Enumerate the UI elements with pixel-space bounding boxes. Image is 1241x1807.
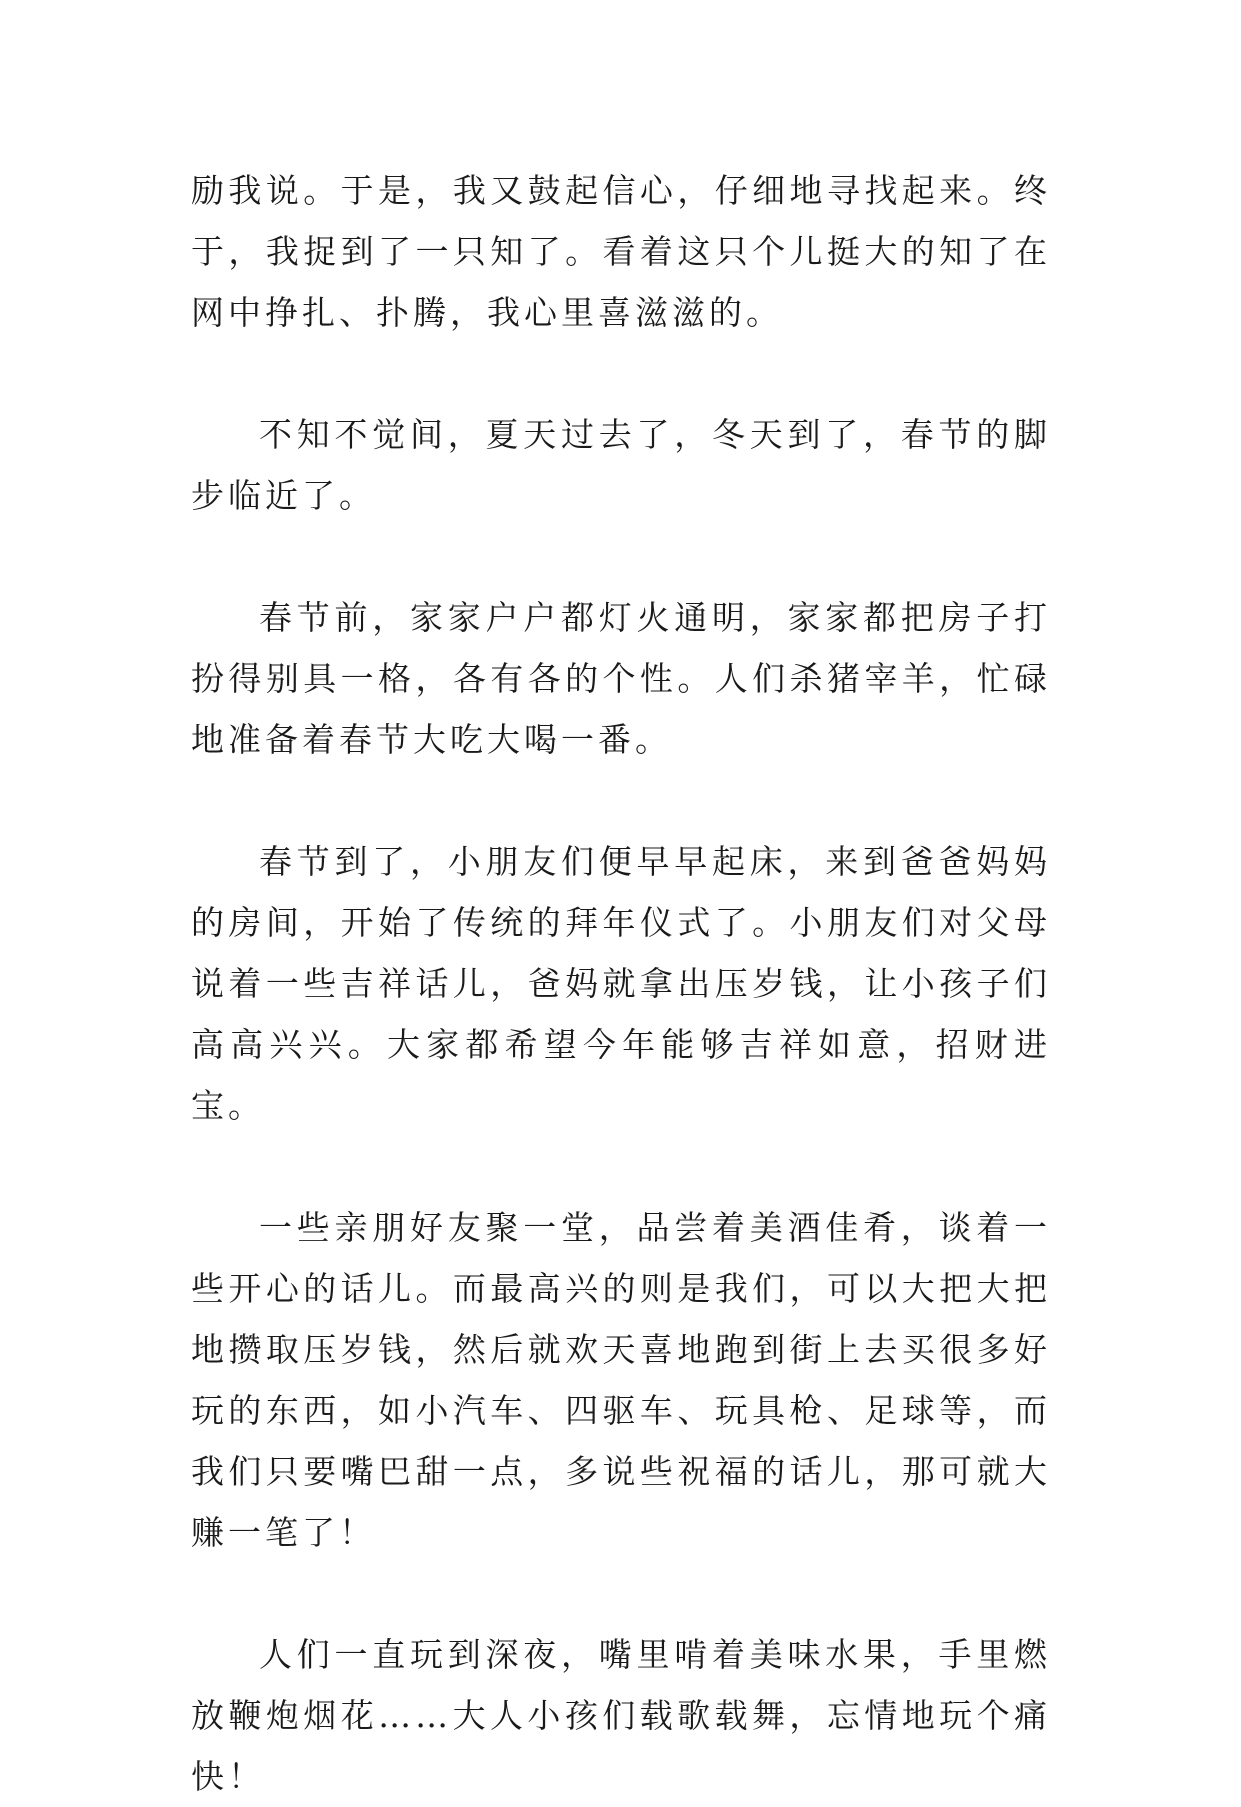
paragraph-before-festival: 春节前，家家户户都灯火通明，家家都把房子打扮得别具一格，各有各的个性。人们杀猪宰羊，忙碌地准备着春节大吃大喝一番。 [191, 598, 1051, 759]
paragraph-continuation: 励我说。于是，我又鼓起信心，仔细地寻找起来。终于，我捉到了一只知了。看着这只个儿挺大的知了在网中挣扎、扑腾，我心里喜滋滋的。 [191, 171, 1051, 332]
paragraph-new-year-greetings: 春节到了，小朋友们便早早起床，来到爸爸妈妈的房间，开始了传统的拜年仪式了。小朋友们对父母说着一些吉祥话儿，爸妈就拿出压岁钱，让小孩子们高高兴兴。大家都希望今年能够吉祥如意，招财进宝。 [191, 842, 1051, 1125]
paragraph-seasons: 不知不觉间，夏天过去了，冬天到了，春节的脚步临近了。 [191, 415, 1051, 515]
document-body [191, 160, 1051, 1807]
paragraph-late-night: 人们一直玩到深夜，嘴里啃着美味水果，手里燃放鞭炮烟花……大人小孩们载歌载舞，忘情地玩个痛快！ [191, 1635, 1051, 1796]
paragraph-relatives-gathering: 一些亲朋好友聚一堂，品尝着美酒佳肴，谈着一些开心的话儿。而最高兴的则是我们，可以大把大把地攒取压岁钱，然后就欢天喜地跑到街上去买很多好玩的东西，如小汽车、四驱车、玩具枪、足球等，而我们只要嘴巴甜一点，多说些祝福的话儿，那可就大赚一笔了！ [191, 1208, 1051, 1552]
